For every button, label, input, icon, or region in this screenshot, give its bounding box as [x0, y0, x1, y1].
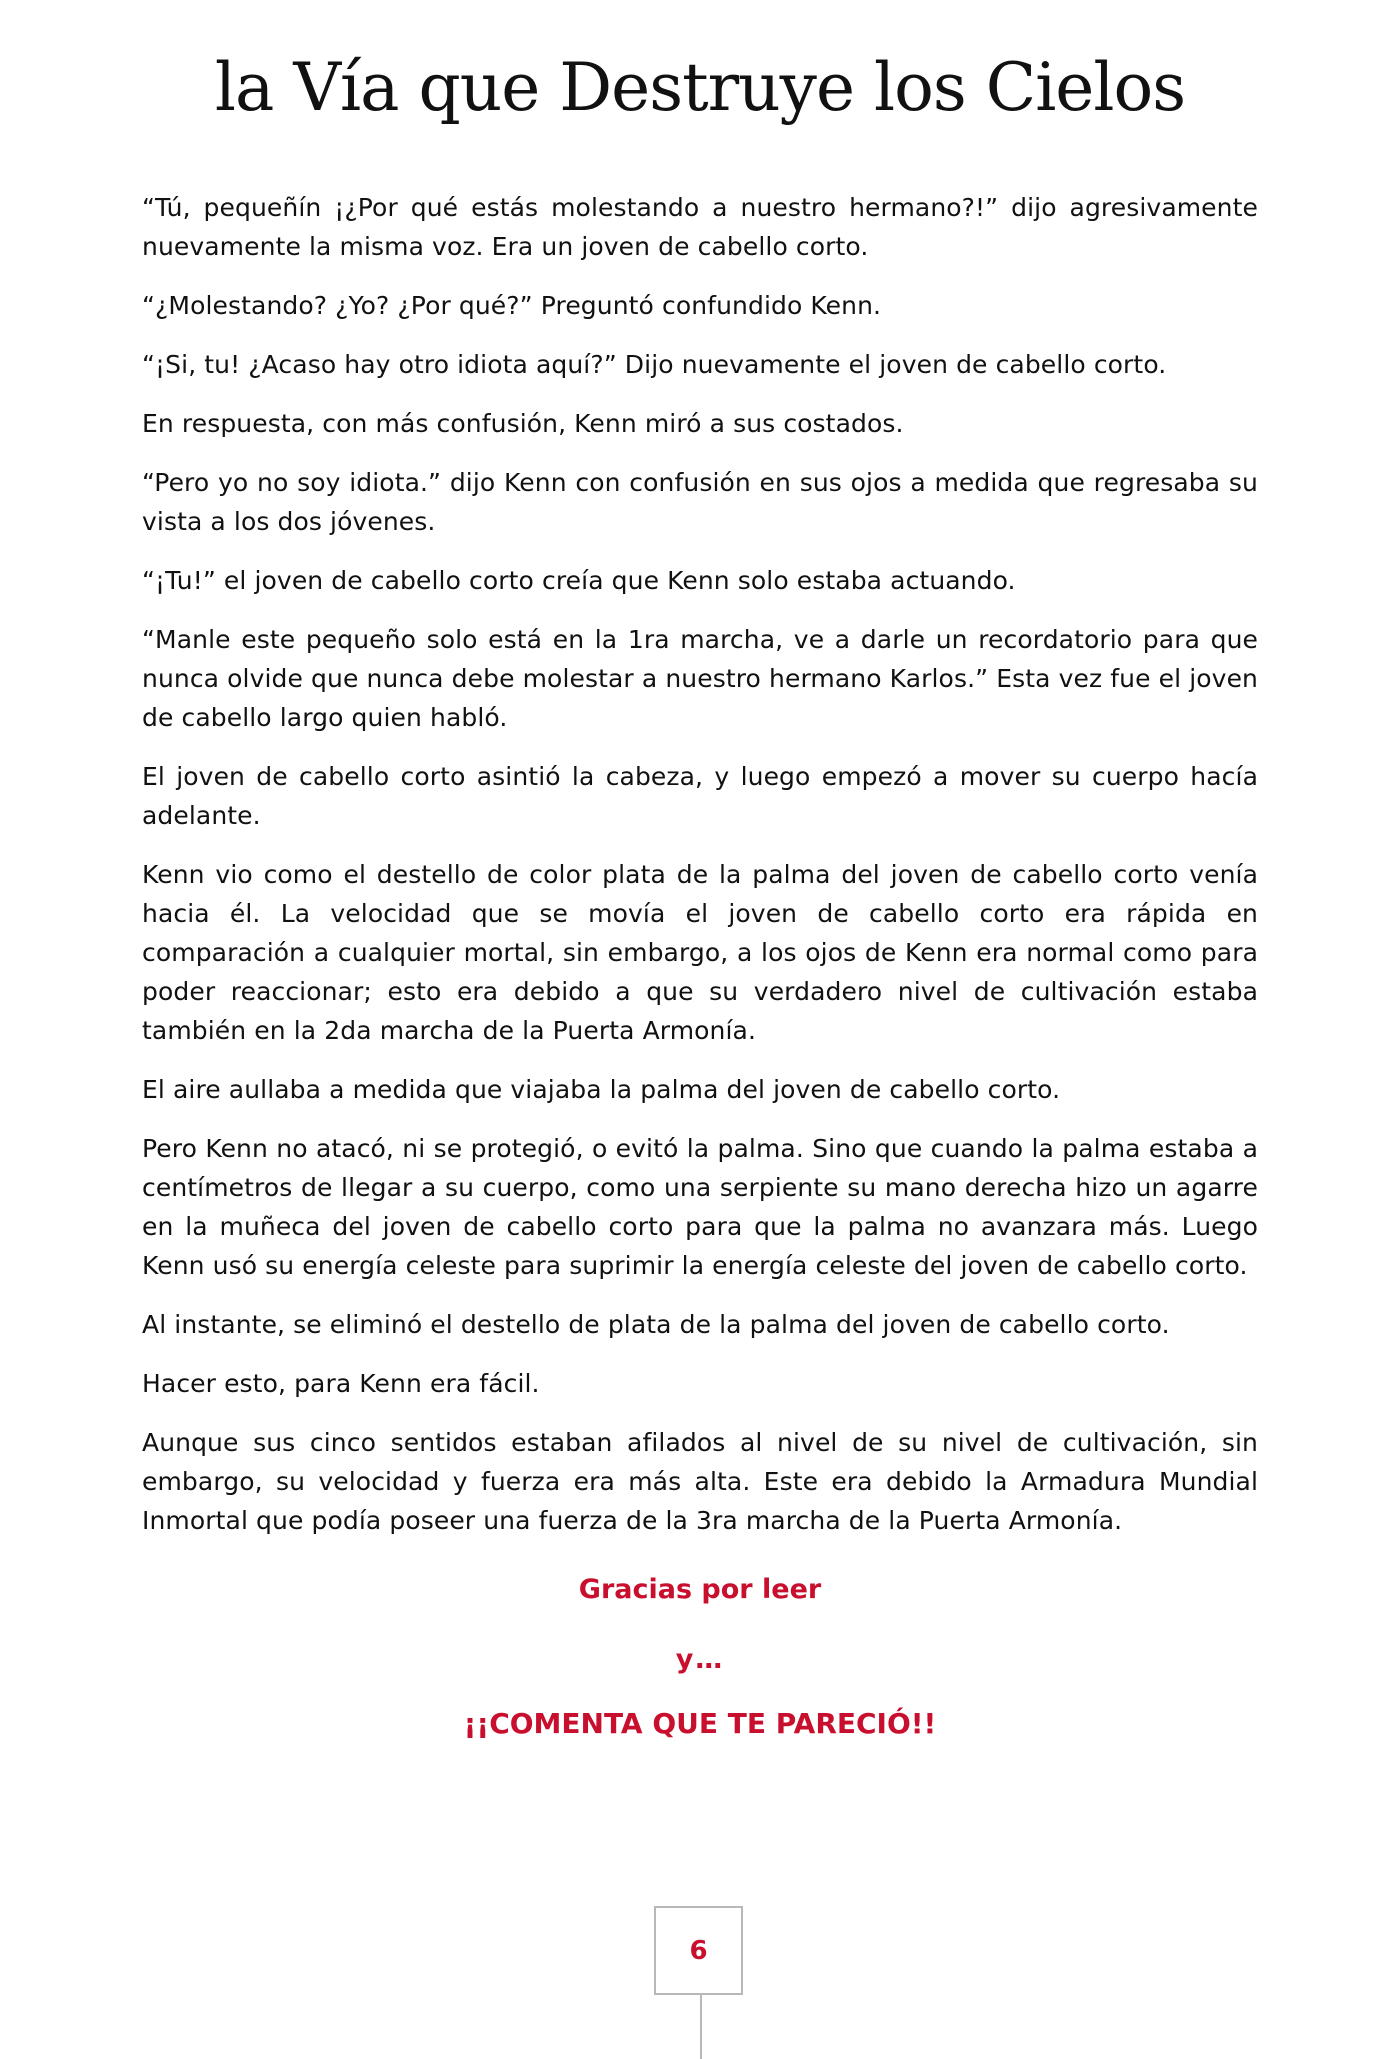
paragraph: “Pero yo no soy idiota.” dijo Kenn con confusión en sus ojos a medida que regresaba su vista a los dos jóvenes. — [142, 468, 1258, 536]
paragraph: Aunque sus cinco sentidos estaban afilados al nivel de su nivel de cultivación, sin embargo, su velocidad y fuerza era más alta. Este era debido la Armadura Mundial Inmortal que podía poseer una fuerza de la 3ra marcha de la Puerta Armonía. — [142, 1428, 1258, 1535]
page-number-connector-line — [700, 1995, 702, 2059]
paragraph: Hacer esto, para Kenn era fácil. — [142, 1369, 540, 1398]
paragraph: “Tú, pequeñín ¡¿Por qué estás molestando a nuestro hermano?!” dijo agresivamente nuevamente la misma voz. Era un joven de cabello corto. — [142, 193, 1258, 261]
paragraph: Pero Kenn no atacó, ni se protegió, o evitó la palma. Sino que cuando la palma estaba a centímetros de llegar a su cuerpo, como una serpiente su mano derecha hizo un agarre en la muñeca del joven de cabello corto para que la palma no avanzara más. Luego Kenn usó su energía celeste para suprimir la energía celeste del joven de cabello corto. — [142, 1134, 1258, 1280]
paragraph: Al instante, se eliminó el destello de plata de la palma del joven de cabello corto. — [142, 1310, 1170, 1339]
comment-call-to-action: ¡¡COMENTA QUE TE PARECIÓ!! — [463, 1707, 937, 1740]
page-number-box — [654, 1906, 743, 1995]
page-title: la Vía que Destruye los Cielos — [214, 49, 1186, 126]
page-number: 6 — [689, 1935, 708, 1966]
paragraph: “¡Si, tu! ¿Acaso hay otro idiota aquí?” Dijo nuevamente el joven de cabello corto. — [142, 350, 1167, 379]
paragraph: En respuesta, con más confusión, Kenn miró a sus costados. — [142, 409, 904, 438]
paragraph: “¡Tu!” el joven de cabello corto creía que Kenn solo estaba actuando. — [142, 566, 1016, 595]
thanks-connector: y… — [675, 1644, 725, 1675]
paragraph: Kenn vio como el destello de color plata de la palma del joven de cabello corto venía hacia él. La velocidad que se movía el joven de cabello corto era rápida en comparación a cualquier mortal, sin embargo, a los ojos de Kenn era normal como para poder reaccionar; esto era debido a que su verdadero nivel de cultivación estaba también en la 2da marcha de la Puerta Armonía. — [142, 860, 1258, 1045]
paragraph: “¿Molestando? ¿Yo? ¿Por qué?” Preguntó confundido Kenn. — [142, 291, 882, 320]
paragraph: El aire aullaba a medida que viajaba la palma del joven de cabello corto. — [142, 1075, 1061, 1104]
chapter-body — [142, 188, 1258, 1560]
paragraph: “Manle este pequeño solo está en la 1ra marcha, ve a darle un recordatorio para que nunca olvide que nunca debe molestar a nuestro hermano Karlos.” Esta vez fue el joven de cabello largo quien habló. — [142, 625, 1258, 732]
thanks-heading: Gracias por leer — [578, 1574, 822, 1605]
paragraph: El joven de cabello corto asintió la cabeza, y luego empezó a mover su cuerpo hacía adelante. — [142, 762, 1258, 830]
